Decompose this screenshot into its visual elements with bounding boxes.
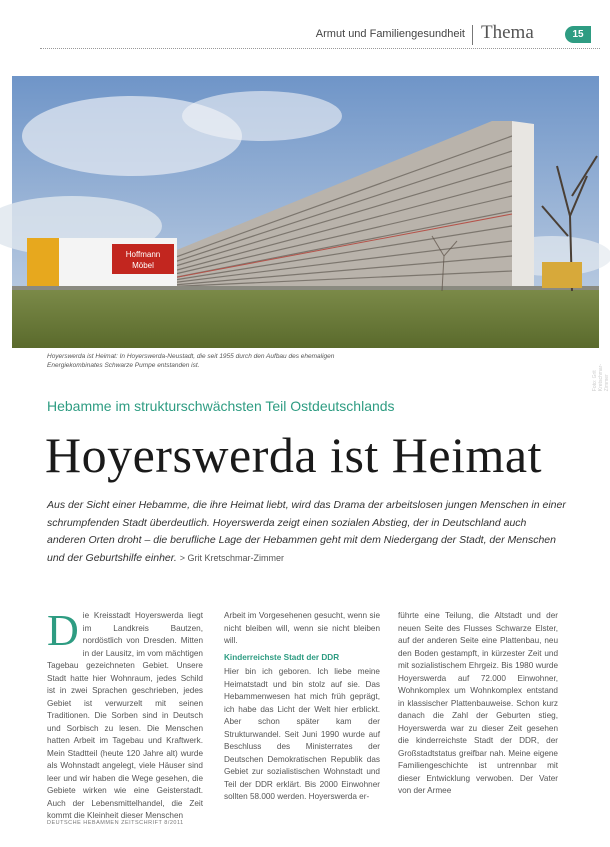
page-footer: DEUTSCHE HEBAMMEN ZEITSCHRIFT 8/2011: [47, 820, 184, 826]
photo-credit: Foto: Grit Kretschmar-Zimmer: [592, 363, 610, 392]
body-column-3: [398, 610, 558, 798]
page-header: [0, 22, 601, 48]
page-number-badge: 15: [565, 26, 591, 43]
column-2-text: Hier bin ich geboren. Ich liebe meine Heimatstadt und bin stolz auf sie. Das Hebammenwesen hat mich früh geprägt, ich habe das Licht der Welt hier erblickt. Aber schon später kam der Strukturwandel. Seit Juni 1990 wurde auf Beschluss des Ministerrates der Deutschen Demokratischen Republik das Gebiet zur sozialistischen Wohnstadt und Teil der DDR erklärt. Bis 2000 Einwohner sollten 58.000 werden. Hoyerswerda er-: [224, 667, 380, 801]
article-kicker: Hebamme im strukturschwächsten Teil Ostdeutschlands: [47, 398, 395, 414]
header-rule: [40, 48, 600, 49]
billboard-line1: Hoffmann: [125, 250, 161, 259]
column-3-text: führte eine Teilung, die Altstadt und der neuen Seite des Flusses Schwarze Elster, auf der anderen Seite eine Plattenbau, neu den Boden gestampft, in kürzester Zeit und mit sozialistischem Ehrgeiz. Bis 1980 wurde Hoyerswerda auf 72.000 Einwohner, Wohnkomplex um Wohnkomplex entstand in klassischer Plattenbauweise. Schon kurz danach die Zahl der Geburten stieg, Hoyerswerda war zu dieser Zeit gesehen die kinderreichste Stadt der DDR, der Großstadtstatus greifbar nah. Meine eigene Familiengeschichte ist untrennbar mit dieser Entwicklung verwoben. Der Vater von der Armee: [398, 611, 558, 795]
column-1-text: ie Kreisstadt Hoyerswerda liegt im Landkreis Bautzen, nordöstlich von Dresden. Mitten in der Lausitz, im vom mächtigen Tagebau gezeichneten Gebiet. Unsere Stadt hatte hier Wohnraum, jedes Schild ist in zwei Sprachen geschrieben, jedes Gebiet ist verwurzelt mit seinen Traditionen. Die Sorben sind in Deutsch und Sorbisch zu lesen. Die Menschen hatten Arbeit im Tagebau und Kraftwerk. Mein Stadtteil (heute 120 Jahre alt) wurde als Wohnstadt angelegt, viele Häuser sind leer und wir haben die Wege gesehen, die Gebiete wirken wie eine Geisterstadt. Auch der Lebensmittelhandel, die Zeit kommt die Kleinheit dieser Menschen: [47, 611, 203, 820]
drop-cap: D: [47, 606, 79, 655]
article-title: Hoyerswerda ist Heimat: [45, 427, 542, 483]
lead-text: Aus der Sicht einer Hebamme, die ihre Heimat liebt, wird das Drama der arbeitslosen jungen Menschen in einer schrumpfenden Stadt überdeutlich. Hoyerswerda zeigt einen sozialen Abstieg, der in Deutschland auch anderen Orten droht – die berufliche Lage der Hebammen geht mit dem Niedergang der Stadt, der Menschen und der Geburtshilfe einher.: [47, 499, 566, 564]
photo-illustration: [12, 76, 599, 348]
section-label: Armut und Familiengesundheit: [315, 28, 465, 40]
body-column-1: [47, 606, 203, 823]
section-subhead: Kinderreichste Stadt der DDR: [224, 652, 340, 662]
article-lead: [47, 497, 567, 567]
column-2-intro: Arbeit im Vorgesehenen gesucht, wenn sie nicht bleiben will, wenn sie nicht bleiben will.: [224, 611, 380, 645]
billboard-line2: Möbel: [132, 261, 154, 270]
body-column-2: [224, 610, 380, 804]
photo-caption: Hoyerswerda ist Heimat: In Hoyerswerda-Neustadt, die seit 1955 durch den Aufbau des ehemaligen Energiekombinates Schwarze Pumpe entstanden ist.: [47, 353, 335, 369]
author-byline: > Grit Kretschmar-Zimmer: [179, 552, 284, 563]
thema-label: Thema: [481, 22, 534, 43]
header-divider: [472, 25, 473, 45]
